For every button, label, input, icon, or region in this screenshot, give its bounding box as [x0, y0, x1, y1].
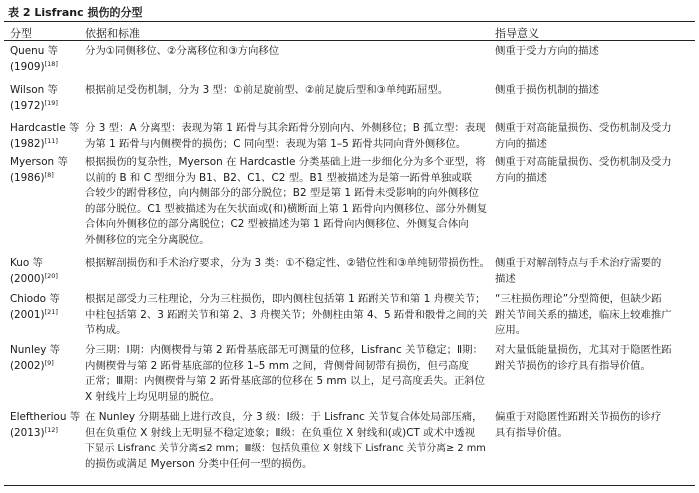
- citation-ref: [20]: [44, 271, 58, 280]
- significance-cell: [495, 256, 695, 287]
- basis-line: 下显示 Lisfranc 关节分离≤2 mm；Ⅲ级：包括负重位 X 射线下 Lisfranc 关节分离≥ 2 mm: [85, 443, 486, 455]
- type-cell: [10, 83, 82, 114]
- type-cell: [10, 410, 82, 441]
- author-name: Eleftheriou 等: [10, 411, 81, 423]
- citation-ref: [8]: [44, 170, 54, 179]
- author-year: (1982): [10, 137, 45, 150]
- basis-line: 根据解剖损伤和手术治疗要求，分为 3 类：①不稳定性、②错位性和③单纯韧带损伤性。: [85, 257, 490, 269]
- citation-ref: [11]: [44, 136, 58, 145]
- significance-cell: [495, 343, 695, 374]
- significance-cell: [495, 44, 695, 60]
- basis-cell: [85, 256, 490, 272]
- header-type: 分型: [10, 27, 32, 40]
- author-year: (2000): [10, 272, 45, 285]
- table-header-rule: [4, 40, 695, 41]
- significance-cell: [495, 83, 695, 99]
- basis-line: 在 Nunley 分期基础上进行改良，分 3 级：Ⅰ级：于 Lisfranc 关节复合体处局部压痛，: [85, 411, 483, 423]
- significance-line: 具有指导价值。: [495, 426, 568, 439]
- significance-cell: [495, 292, 695, 339]
- author-year: (1972): [10, 99, 45, 112]
- author-name: Hardcastle 等: [10, 122, 80, 134]
- basis-cell: [85, 292, 490, 339]
- header-significance: 指导意义: [495, 27, 539, 40]
- type-cell: [10, 44, 82, 75]
- basis-cell: [85, 83, 490, 99]
- citation-ref: [9]: [44, 358, 54, 367]
- citation-ref: [12]: [44, 425, 58, 434]
- basis-cell: [85, 343, 490, 405]
- significance-line: 侧重于对高能量损伤、受伤机制及受力: [495, 122, 672, 134]
- basis-line: 但在负重位 X 射线上无明显不稳定迹象；Ⅱ级：在负重位 X 射线和(或)CT 或术中透视: [85, 426, 476, 439]
- author-name: Nunley 等: [10, 344, 61, 356]
- type-cell: [10, 121, 82, 152]
- basis-line: 内侧楔骨与第 2 跖骨基底部的位移 1–5 mm 之间，背侧骨间韧带有损伤，但弓高度: [85, 359, 469, 372]
- author-name: Quenu 等: [10, 45, 59, 57]
- basis-line: 分三期：Ⅰ期：内侧楔骨与第 2 跖骨基底部无可测量的位移，Lisfranc 关节稳定；Ⅱ期：: [85, 344, 483, 356]
- table-top-rule: [4, 21, 695, 22]
- author-year: (1909): [10, 60, 45, 73]
- basis-line: 合较少的跗骨移位，向内侧部分的部分脱位；B2 型是第 1 跖骨未受影响的向外侧移位: [85, 187, 479, 200]
- header-basis: 依据和标准: [85, 27, 140, 40]
- basis-line: 合体向外侧移位的部分离脱位；C2 型被描述为第 1 跖骨向内侧移位、外侧复合体向: [85, 218, 469, 231]
- basis-cell: [85, 121, 490, 152]
- table-caption: 表 2 Lisfranc 损伤的分型: [8, 6, 143, 19]
- significance-line: “三柱损伤理论”分型简便，但缺少跖: [495, 293, 662, 305]
- type-cell: [10, 155, 82, 186]
- basis-line: 根据足部受力三柱理论，分为三柱损伤，即内侧柱包括第 1 跖跗关节和第 1 舟楔关节；: [85, 293, 486, 305]
- basis-cell: [85, 44, 490, 60]
- significance-line: 跗关节间关系的描述，临床上较难推广: [495, 308, 672, 321]
- significance-line: 应用。: [495, 324, 527, 337]
- significance-line: 侧重于损伤机制的描述: [495, 84, 599, 96]
- basis-line: 的损伤或满足 Myerson 分类中任何一型的损伤。: [85, 457, 313, 470]
- significance-line: 方向的描述: [495, 171, 547, 184]
- significance-line: 描述: [495, 272, 516, 285]
- author-year: (2001): [10, 308, 45, 321]
- basis-line: 的部分脱位。C1 型被描述为在矢状面或(和)横断面上第 1 跖骨向内侧移位、部分外侧复: [85, 202, 488, 215]
- significance-line: 侧重于对高能量损伤、受伤机制及受力: [495, 156, 672, 168]
- basis-line: 为第 1 跖骨与内侧楔骨的损伤；C 同向型：表现为第 1–5 跖骨共同向背外侧移位。: [85, 137, 467, 150]
- significance-line: 侧重于对解剖特点与手术治疗需要的: [495, 257, 662, 269]
- significance-cell: [495, 155, 695, 186]
- basis-cell: [85, 410, 490, 472]
- basis-line: 外侧移位的完全分离脱位。: [85, 233, 210, 246]
- significance-line: 偏重于对隐匿性跖跗关节损伤的诊疗: [495, 411, 662, 423]
- author-year: (1986): [10, 171, 45, 184]
- table-bottom-rule: [4, 485, 695, 486]
- basis-line: 正常；Ⅲ期：内侧楔骨与第 2 跖骨基底部的位移在 5 mm 以上，足弓高度丢失。正斜位: [85, 375, 486, 388]
- type-cell: [10, 256, 82, 287]
- author-name: Wilson 等: [10, 84, 58, 96]
- basis-line: 节构成。: [85, 324, 127, 337]
- significance-line: 对大量低能量损伤，尤其对于隐匿性跖: [495, 344, 672, 356]
- author-name: Kuo 等: [10, 257, 43, 269]
- basis-line: X 射线片上均见明显的脱位。: [85, 390, 221, 403]
- significance-line: 侧重于受力方向的描述: [495, 45, 599, 57]
- basis-line: 以前的 B 和 C 型细分为 B1、B2、C1、C2 型。B1 型被描述为是第一跖骨单独或联: [85, 171, 472, 184]
- significance-line: 跗关节损伤的诊疗具有指导价值。: [495, 359, 651, 372]
- type-cell: [10, 292, 82, 323]
- citation-ref: [18]: [44, 59, 58, 68]
- author-year: (2002): [10, 359, 45, 372]
- citation-ref: [19]: [44, 98, 58, 107]
- basis-line: 分 3 型：A 分离型：表现为第 1 跖骨与其余跖骨分别向内、外侧移位；B 孤立型：表现: [85, 122, 486, 134]
- author-name: Chiodo 等: [10, 293, 60, 305]
- basis-line: 根据前足受伤机制，分为 3 型：①前足旋前型、②前足旋后型和③单纯跖屈型。: [85, 84, 449, 96]
- significance-cell: [495, 410, 695, 441]
- type-cell: [10, 343, 82, 374]
- basis-line: 中柱包括第 2、3 跖跗关节和第 2、3 舟楔关节；外侧柱由第 4、5 跖骨和骰骨之间的关: [85, 308, 488, 321]
- basis-line: 分为①同侧移位、②分离移位和③方向移位: [85, 45, 280, 57]
- author-name: Myerson 等: [10, 156, 68, 168]
- author-year: (2013): [10, 426, 45, 439]
- significance-line: 方向的描述: [495, 137, 547, 150]
- basis-line: 根据损伤的复杂性，Myerson 在 Hardcastle 分类基础上进一步细化分为多个亚型，将: [85, 156, 486, 168]
- significance-cell: [495, 121, 695, 152]
- citation-ref: [21]: [44, 307, 58, 316]
- basis-cell: [85, 155, 490, 249]
